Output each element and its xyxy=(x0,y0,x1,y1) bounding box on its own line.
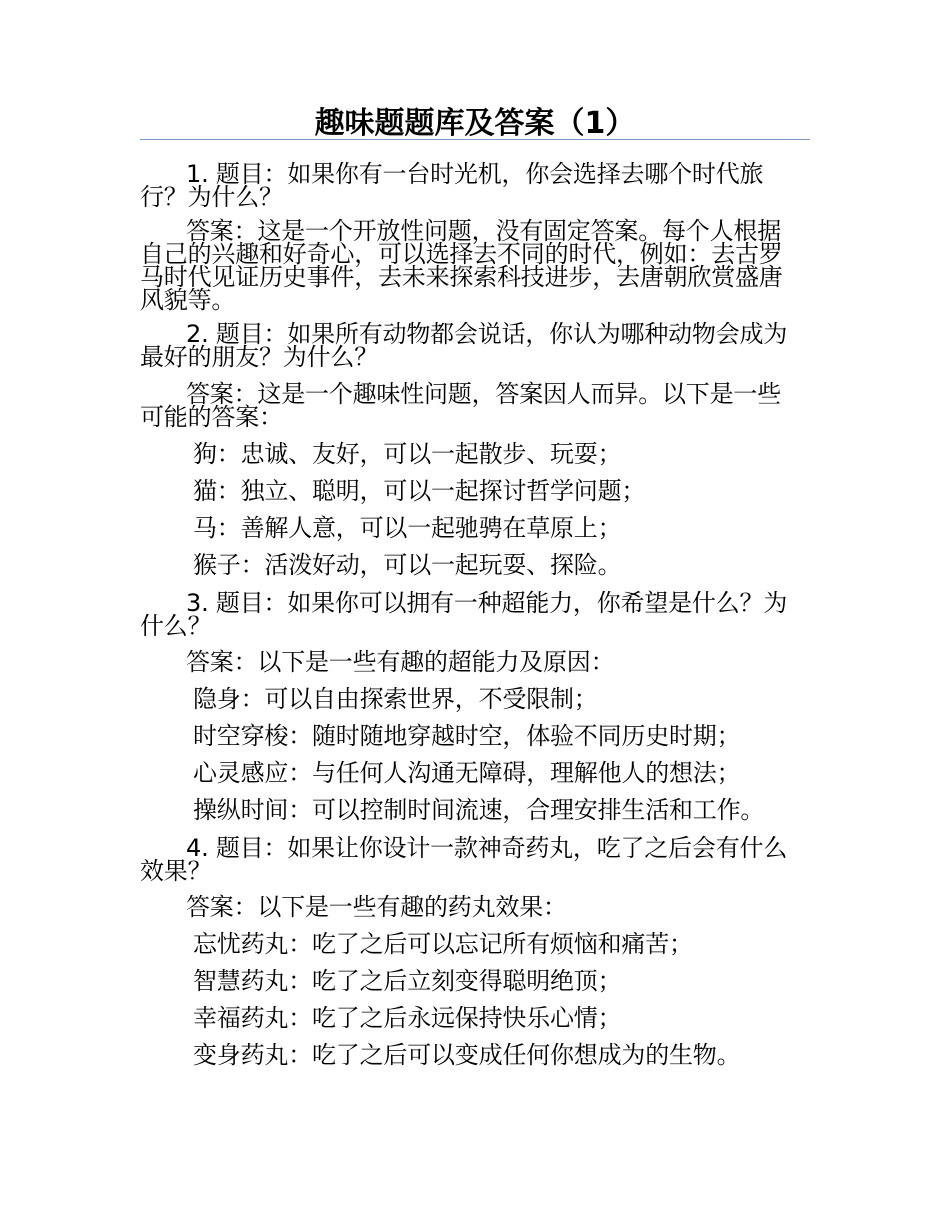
q4-question-line-2: 效果？ xyxy=(140,857,212,885)
q1-answer-line-3: 马时代见证历史事件，去未来探索科技进步，去唐朝欣赏盛唐 xyxy=(140,263,783,291)
list-item: 猫：独立、聪明，可以一起探讨哲学问题； xyxy=(193,477,646,505)
list-item: 操纵时间：可以控制时间流速，合理安排生活和工作。 xyxy=(193,796,765,824)
list-item: 狗：忠诚、友好，可以一起散步、玩耍； xyxy=(193,440,622,468)
q1-question-line-1: 1. 题目：如果你有一台时光机，你会选择去哪个时代旅 xyxy=(186,160,764,188)
list-item: 忘忧药丸：吃了之后可以忘记所有烦恼和痛苦； xyxy=(193,930,693,958)
q4-answer-line-1: 答案：以下是一些有趣的药丸效果： xyxy=(186,893,567,921)
document-title: 趣味题题库及答案（1） xyxy=(314,106,636,141)
q3-question-line-1: 3. 题目：如果你可以拥有一种超能力，你希望是什么？为 xyxy=(186,589,788,617)
list-item: 隐身：可以自由探索世界，不受限制； xyxy=(193,685,598,713)
q2-question-line-1: 2. 题目：如果所有动物都会说话，你认为哪种动物会成为 xyxy=(186,320,788,348)
q3-question-line-2: 什么？ xyxy=(140,612,212,640)
title-underline xyxy=(140,139,810,140)
list-item: 幸福药丸：吃了之后永远保持快乐心情； xyxy=(193,1004,622,1032)
list-item: 智慧药丸：吃了之后立刻变得聪明绝顶； xyxy=(193,967,622,995)
q1-answer-line-4: 风貌等。 xyxy=(140,286,236,314)
q4-question-line-1: 4. 题目：如果让你设计一款神奇药丸，吃了之后会有什么 xyxy=(186,834,788,862)
list-item: 猴子：活泼好动，可以一起玩耍、探险。 xyxy=(193,551,622,579)
q1-question-line-2: 行？为什么？ xyxy=(140,183,283,211)
q2-question-line-2: 最好的朋友？为什么？ xyxy=(140,343,378,371)
list-item: 马：善解人意，可以一起驰骋在草原上； xyxy=(193,514,622,542)
q2-answer-line-1: 答案：这是一个趣味性问题，答案因人而异。以下是一些 xyxy=(186,380,781,408)
q1-answer-line-2: 自己的兴趣和好奇心，可以选择去不同的时代，例如：去古罗 xyxy=(140,240,783,268)
list-item: 心灵感应：与任何人沟通无障碍，理解他人的想法； xyxy=(193,759,741,787)
q3-answer-line-1: 答案：以下是一些有趣的超能力及原因： xyxy=(186,648,615,676)
list-item: 变身药丸：吃了之后可以变成任何你想成为的生物。 xyxy=(193,1041,741,1069)
list-item: 时空穿梭：随时随地穿越时空，体验不同历史时期； xyxy=(193,722,741,750)
q2-answer-line-2: 可能的答案： xyxy=(140,403,283,431)
q1-answer-line-1: 答案：这是一个开放性问题，没有固定答案。每个人根据 xyxy=(186,217,781,245)
